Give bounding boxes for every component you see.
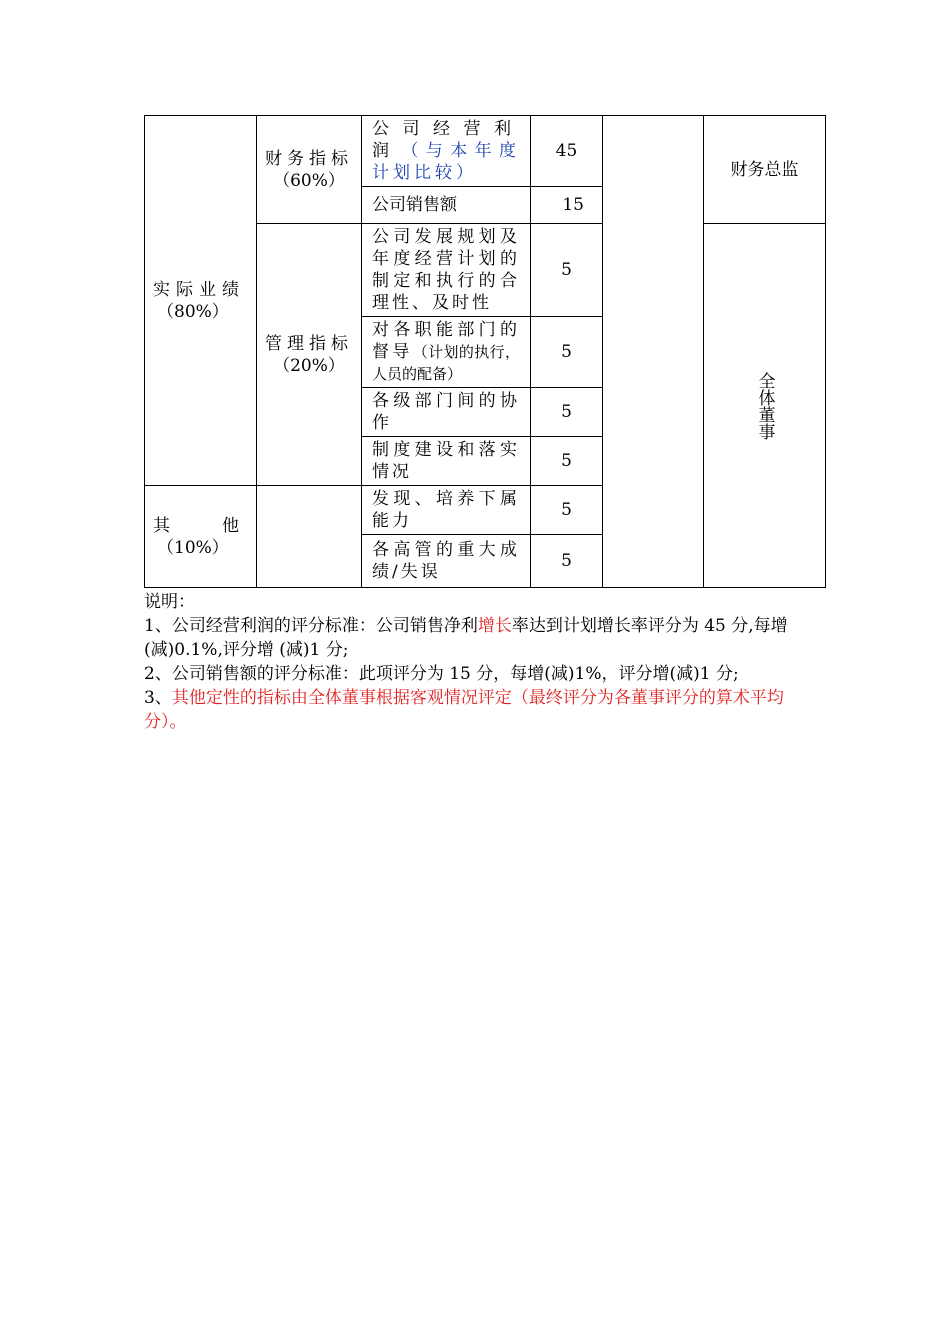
owner-cfo: 财务总监 — [704, 116, 826, 224]
group-label: 实际业绩 — [153, 279, 245, 300]
item-collaboration: 各级部门间的协作 — [362, 388, 531, 437]
note-2: 2、公司销售额的评分标准：此项评分为 15 分，每增(减)1%，评分增(减)1 分; — [144, 664, 739, 684]
notes-section — [144, 590, 814, 734]
sub-label: 管理指标 — [265, 333, 353, 354]
score-cell: 45 — [531, 116, 603, 187]
score-cell: 5 — [531, 224, 603, 317]
note-highlight: 增长 — [477, 616, 512, 636]
item-achievements: 各高管的重大成绩/失误 — [362, 535, 531, 588]
item-note: （与本年度计划比较） — [372, 141, 521, 183]
item-supervision: 对各职能部门的督导（计划的执行，人员的配备） — [362, 317, 531, 388]
group-actual-performance — [145, 116, 257, 486]
score-cell: 5 — [531, 535, 603, 588]
sub-label: 财务指标 — [265, 148, 353, 169]
sub-management-indicators — [257, 224, 362, 486]
item-note: （计划的执行，人员的配备） — [372, 343, 520, 383]
item-talent: 发现、培养下属能力 — [362, 486, 531, 535]
sub-pct: （20%） — [273, 355, 345, 376]
table-row — [145, 116, 826, 187]
evaluation-table — [144, 115, 826, 588]
score-cell: 15 — [531, 187, 603, 224]
note-1: 1、公司经营利润的评分标准：公司销售净利增长率达到计划增长率评分为 45 分,每增(减)0.1%,评分增 (减)1 分; — [144, 616, 788, 660]
score-cell: 5 — [531, 437, 603, 486]
blank-sub-cell — [257, 486, 362, 588]
group-other — [145, 486, 257, 588]
item-sales: 公司销售额 — [362, 187, 531, 224]
item-institution: 制度建设和落实情况 — [362, 437, 531, 486]
score-cell: 5 — [531, 388, 603, 437]
blank-column — [603, 116, 704, 588]
item-planning: 公司发展规划及年度经营计划的制定和执行的合理性、及时性 — [362, 224, 531, 317]
score-cell: 5 — [531, 486, 603, 535]
group-pct: （80%） — [157, 301, 229, 322]
group-pct: （10%） — [157, 537, 229, 558]
group-label: 其 他 — [153, 515, 245, 536]
item-operating-profit: 公司经营利润（与本年度计划比较） — [362, 116, 531, 187]
note-3: 3、其他定性的指标由全体董事根据客观情况评定（最终评分为各董事评分的算术平均分）。 — [144, 688, 784, 732]
owner-board-label: 全体董事 — [754, 371, 775, 440]
owner-board — [704, 224, 826, 588]
evaluation-page — [144, 115, 825, 734]
sub-finance-indicators — [257, 116, 362, 224]
score-cell: 5 — [531, 317, 603, 388]
notes-heading: 说明： — [144, 592, 195, 612]
note-highlight: 其他定性的指标由全体董事根据客观情况评定（最终评分为各董事评分的算术平均分）。 — [144, 688, 784, 732]
sub-pct: （60%） — [273, 170, 345, 191]
